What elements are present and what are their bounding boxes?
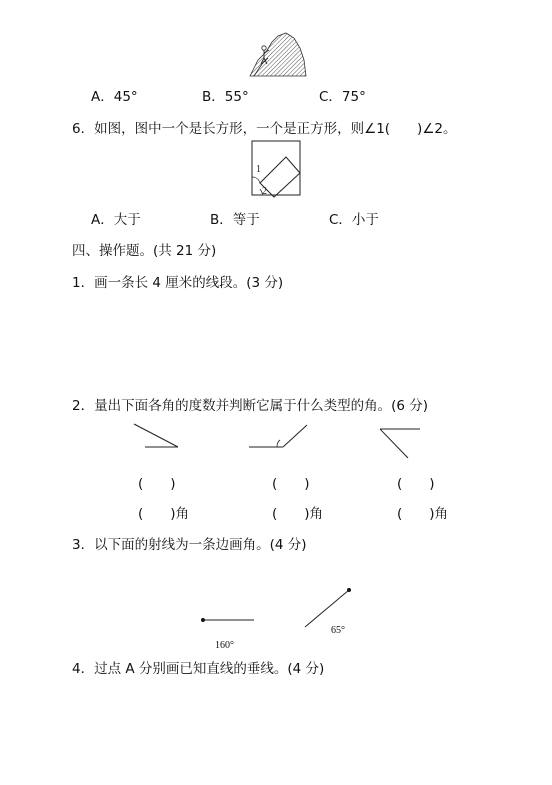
rectangle-square-figure xyxy=(250,139,304,197)
mountain-climber-illustration xyxy=(248,30,308,78)
problem-2-stem: 2．量出下面各角的度数并判断它属于什么类型的角。(6 分) xyxy=(72,398,429,414)
angle-figure-acute xyxy=(132,422,182,452)
q6-option-c: C．小于 xyxy=(329,212,379,228)
q6-option-a: A．大于 xyxy=(91,212,141,228)
angle-label-65: 65° xyxy=(331,625,345,636)
angle-1-label: 1 xyxy=(256,164,261,175)
type-blank-3[interactable]: ( )角 xyxy=(397,506,449,522)
type-blank-2[interactable]: ( )角 xyxy=(272,506,324,522)
q6-option-b: B．等于 xyxy=(210,212,260,228)
q5-option-b: B．55° xyxy=(202,89,249,105)
angle-label-160: 160° xyxy=(215,640,234,651)
problem-3-stem: 3．以下面的射线为一条边画角。(4 分) xyxy=(72,537,307,553)
section-heading: 四、操作题。(共 21 分) xyxy=(72,243,217,259)
problem-4-stem: 4．过点 A 分别画已知直线的垂线。(4 分) xyxy=(72,661,325,677)
angle-2-label: 2 xyxy=(262,186,267,197)
type-blank-1[interactable]: ( )角 xyxy=(138,506,190,522)
angle-figure-right xyxy=(377,426,423,462)
ray-diagonal xyxy=(302,586,354,630)
degree-blank-2[interactable]: ( ) xyxy=(272,476,310,492)
q5-option-a: A．45° xyxy=(91,89,138,105)
angle-figure-obtuse xyxy=(247,422,309,452)
q5-option-c: C．75° xyxy=(319,89,366,105)
degree-blank-1[interactable]: ( ) xyxy=(138,476,176,492)
ray-horizontal xyxy=(200,616,256,624)
problem-1-stem: 1．画一条长 4 厘米的线段。(3 分) xyxy=(72,275,284,291)
degree-blank-3[interactable]: ( ) xyxy=(397,476,435,492)
q6-stem: 6．如图，图中一个是长方形，一个是正方形，则∠1( )∠2。 xyxy=(72,121,457,137)
